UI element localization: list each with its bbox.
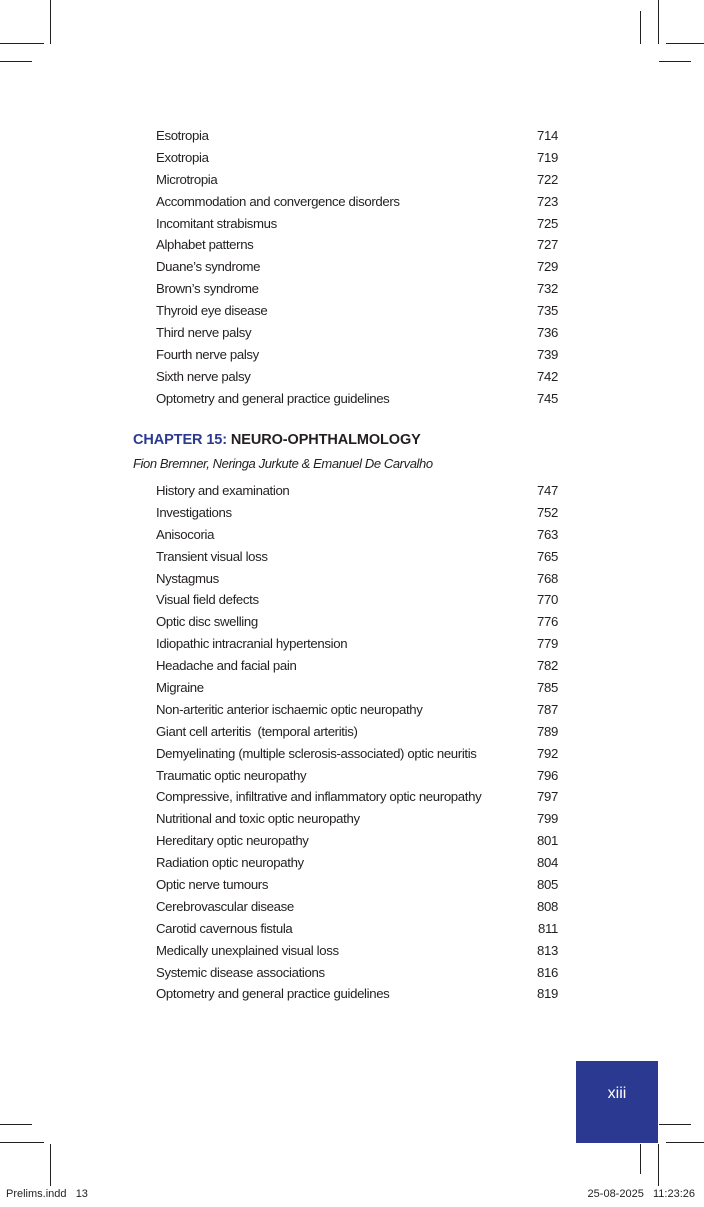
toc-entry-title: Brown’s syndrome <box>156 281 259 297</box>
toc-entry-page: 801 <box>537 833 558 849</box>
toc-entry-page: 813 <box>537 942 558 958</box>
crop-mark <box>666 1142 704 1143</box>
toc-entry <box>156 300 558 322</box>
toc-entry <box>156 213 558 235</box>
toc-entry-page: 799 <box>537 811 558 827</box>
toc-entry-page: 725 <box>537 215 558 231</box>
toc-entry-title: Compressive, infiltrative and inflammatory optic neuropathy <box>156 789 482 805</box>
toc-entry-page: 732 <box>537 281 558 297</box>
toc-entry-title: Incomitant strabismus <box>156 215 277 231</box>
chapter-authors: Fion Bremner, Neringa Jurkute & Emanuel De Carvalho <box>133 456 433 471</box>
toc-entry-title: Medically unexplained visual loss <box>156 942 339 958</box>
toc-entry <box>156 874 558 896</box>
page-number: xiii <box>607 1085 627 1102</box>
toc-entry <box>156 256 558 278</box>
toc-entry <box>156 830 558 852</box>
toc-entry <box>156 677 558 699</box>
toc-entry-title: Idiopathic intracranial hypertension <box>156 636 348 652</box>
crop-mark <box>0 43 44 44</box>
toc-entry-page: 808 <box>537 898 558 914</box>
toc-entry-title: Optometry and general practice guidelines <box>156 390 390 406</box>
toc-entry-title: Alphabet patterns <box>156 237 254 253</box>
toc-entry <box>156 611 558 633</box>
toc-entry-title: Optic disc swelling <box>156 614 258 630</box>
toc-entry <box>156 765 558 787</box>
toc-entry <box>156 721 558 743</box>
toc-entry-title: Systemic disease associations <box>156 964 325 980</box>
toc-entry-title: Cerebrovascular disease <box>156 898 294 914</box>
toc-entry-page: 816 <box>537 964 558 980</box>
toc-entry <box>156 366 558 388</box>
toc-entry <box>156 633 558 655</box>
toc-entry-page: 736 <box>537 325 558 341</box>
chapter-number: CHAPTER 15: <box>133 432 227 448</box>
toc-entry-title: Transient visual loss <box>156 548 268 564</box>
toc-entry <box>156 568 558 590</box>
toc-entry-page: 797 <box>537 789 558 805</box>
toc-entry-title: Thyroid eye disease <box>156 303 268 319</box>
toc-entry <box>156 786 558 808</box>
chapter-title: NEURO-OPHTHALMOLOGY <box>230 432 421 448</box>
chapter-heading <box>133 432 421 448</box>
toc-entry-page: 719 <box>537 149 558 165</box>
toc-entry <box>156 896 558 918</box>
crop-mark <box>0 1124 32 1125</box>
toc-entry <box>156 699 558 721</box>
toc-entry-title: Exotropia <box>156 149 209 165</box>
toc-entry-title: Hereditary optic neuropathy <box>156 833 309 849</box>
crop-mark <box>0 61 32 62</box>
toc-entry-page: 787 <box>537 701 558 717</box>
toc-entry <box>156 147 558 169</box>
crop-mark <box>640 11 641 44</box>
toc-entry-page: 779 <box>537 636 558 652</box>
toc-entry <box>156 962 558 984</box>
toc-entry <box>156 278 558 300</box>
toc-entry-title: Giant cell arteritis (temporal arteritis) <box>156 723 358 739</box>
toc-entry <box>156 169 558 191</box>
crop-mark <box>50 1144 51 1186</box>
toc-entry-page: 782 <box>537 658 558 674</box>
slug-filename: Prelims.indd 13 <box>6 1188 88 1200</box>
crop-mark <box>658 0 659 44</box>
toc-entry-title: Non-arteritic anterior ischaemic optic neuropathy <box>156 701 423 717</box>
toc-entry-title: Optic nerve tumours <box>156 877 269 893</box>
toc-entry <box>156 743 558 765</box>
toc-entry-title: Migraine <box>156 680 204 696</box>
toc-entry-page: 796 <box>537 767 558 783</box>
toc-entry-title: Duane’s syndrome <box>156 259 261 275</box>
toc-entry-title: Demyelinating (multiple sclerosis-associated) optic neuritis <box>156 745 477 761</box>
toc-entry <box>156 655 558 677</box>
toc-entry-title: Accommodation and convergence disorders <box>156 193 400 209</box>
toc-list <box>156 480 558 1005</box>
toc-entry <box>156 852 558 874</box>
toc-entry <box>156 589 558 611</box>
toc-entry-page: 729 <box>537 259 558 275</box>
toc-entry-page: 765 <box>537 548 558 564</box>
toc-entry-page: 785 <box>537 680 558 696</box>
crop-mark <box>666 43 704 44</box>
toc-entry-page: 792 <box>537 745 558 761</box>
toc-entry <box>156 808 558 830</box>
toc-entry-page: 752 <box>537 504 558 520</box>
toc-entry-page: 735 <box>537 303 558 319</box>
crop-mark <box>640 1144 641 1174</box>
slug-timestamp: 25-08-2025 11:23:26 <box>587 1188 695 1200</box>
toc-entry <box>156 234 558 256</box>
toc-entry <box>156 546 558 568</box>
toc-entry-page: 742 <box>537 368 558 384</box>
toc-entry-title: Radiation optic neuropathy <box>156 855 304 871</box>
toc-entry <box>156 983 558 1005</box>
toc-entry-title: Nutritional and toxic optic neuropathy <box>156 811 360 827</box>
toc-entry <box>156 940 558 962</box>
toc-entry-title: Esotropia <box>156 128 209 143</box>
toc-entry-page: 723 <box>537 193 558 209</box>
toc-entry-page: 745 <box>537 390 558 406</box>
toc-entry-title: Carotid cavernous fistula <box>156 920 293 936</box>
toc-entry-page: 714 <box>537 128 558 143</box>
toc-entry-page: 727 <box>537 237 558 253</box>
toc-entry-page: 768 <box>537 570 558 586</box>
toc-entry-title: Microtropia <box>156 171 218 187</box>
toc-entry <box>156 388 558 410</box>
crop-mark <box>659 61 691 62</box>
toc-entry <box>156 502 558 524</box>
toc-entry-page: 776 <box>537 614 558 630</box>
toc-entry-title: Third nerve palsy <box>156 325 252 341</box>
toc-entry <box>156 918 558 940</box>
toc-entry-page: 811 <box>538 920 558 936</box>
toc-entry-title: Sixth nerve palsy <box>156 368 251 384</box>
toc-entry <box>156 322 558 344</box>
toc-entry-page: 747 <box>537 483 558 498</box>
toc-entry-title: Investigations <box>156 504 232 520</box>
toc-entry-title: Fourth nerve palsy <box>156 346 259 362</box>
toc-entry <box>156 191 558 213</box>
toc-entry-title: Anisocoria <box>156 526 215 542</box>
crop-mark <box>659 1124 691 1125</box>
toc-entry-page: 819 <box>537 986 558 1002</box>
toc-entry-title: Headache and facial pain <box>156 658 297 674</box>
toc-entry-title: Nystagmus <box>156 570 219 586</box>
toc-entry <box>156 125 558 147</box>
toc-entry-title: Traumatic optic neuropathy <box>156 767 307 783</box>
toc-entry-page: 805 <box>537 877 558 893</box>
crop-mark <box>658 1144 659 1186</box>
toc-entry <box>156 344 558 366</box>
toc-list <box>156 125 558 410</box>
toc-entry-page: 739 <box>537 346 558 362</box>
toc-entry-title: Visual field defects <box>156 592 259 608</box>
toc-entry-page: 722 <box>537 171 558 187</box>
toc-entry-page: 763 <box>537 526 558 542</box>
toc-entry-title: Optometry and general practice guidelines <box>156 986 390 1002</box>
page-number-tab <box>576 1061 658 1143</box>
crop-mark <box>0 1142 44 1143</box>
toc-entry-page: 804 <box>537 855 558 871</box>
toc-entry <box>156 480 558 502</box>
toc-entry <box>156 524 558 546</box>
toc-entry-title: History and examination <box>156 483 290 498</box>
toc-entry-page: 789 <box>537 723 558 739</box>
crop-mark <box>50 0 51 44</box>
toc-entry-page: 770 <box>537 592 558 608</box>
